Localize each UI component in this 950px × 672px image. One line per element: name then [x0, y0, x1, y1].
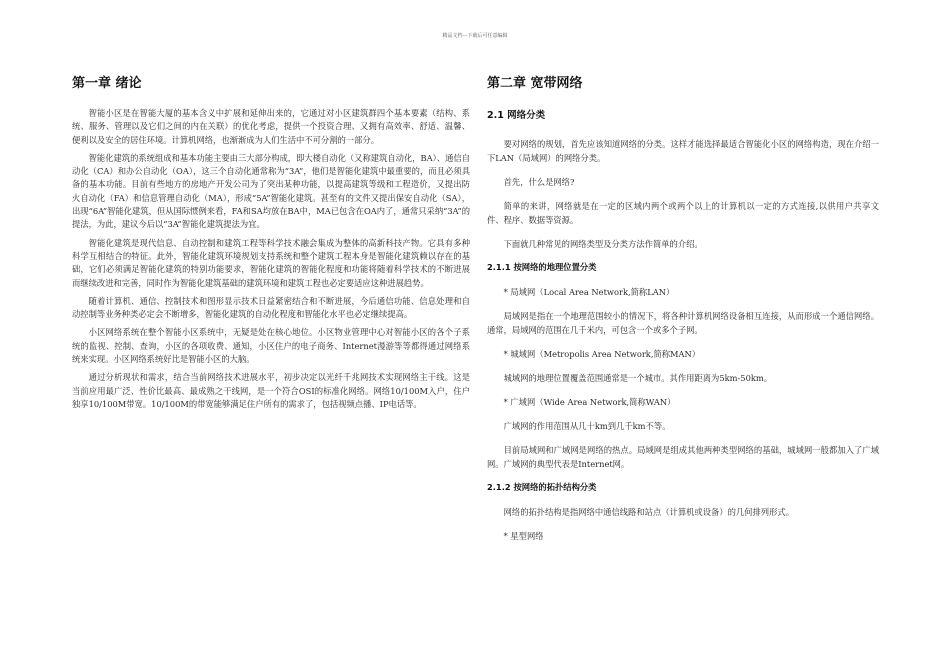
paragraph: 首先，什么是网络? — [503, 177, 575, 187]
paragraph: 简单的来讲，网络就是在一定的区域内两个或两个以上的计算机以一定的方式连接,以供用户共享文件、程序、数据等资源。 — [487, 201, 879, 225]
paragraph: 小区网络系统在整个智能小区系统中，无疑是处在核心地位。小区物业管理中心对智能小区的各个子系统的监视、控制、查询，小区的各项收费、通知，小区住户的电子商务、Internet漫游等等都得通过网络系统来实现。小区网络系统好比是智能小区的大脑。 — [72, 327, 470, 365]
right-column — [487, 72, 879, 553]
section-2-1-heading: 2.1 网络分类 — [487, 110, 546, 121]
wan-bullet: * 广域网（Wide Area Network,简称WAN） — [503, 397, 676, 407]
lan-description: 局域网是指在一个地理范围较小的情况下，将各种计算机网络设备相互连接，从而形成一个通信网络。通常，局域网的范围在几千米内，可包含一个或多个子网。 — [487, 311, 879, 335]
section-2-1-1-heading: 2.1.1 按网络的地理位置分类 — [487, 262, 597, 272]
man-bullet: * 城域网（Metropolis Area Network,简称MAN） — [503, 349, 701, 359]
paragraph: 智能化建筑的系统组成和基本功能主要由三大部分构成，即大楼自动化（又称建筑自动化，BA）、通信自动化（CA）和办公自动化（OA），这三个自动化通常称为“3A”，他们是智能化建筑中最重要的，而且必须具备的基本功能。目前有些地方的房地产开发公司为了突出某种功能，以提高建筑等级和工程造价，又提出防火自动化（FA）和信息管理自动化（MA），形成“5A”智能化建筑。甚至有的文件又提出保安自动化（SA），出现“6A”智能化建筑，但从国际惯例来看，FA和SA均放在BA中，MA已包含在OA内了，通常只采纳“3A”的提法，为此，建议今后以“3A”智能化建筑提法为宜。 — [72, 152, 470, 230]
paragraph: 要对网络的规划，首先应该知道网络的分类。这样才能选择最适合智能化小区的网络构造，现在介绍一下LAN（局域网）的网络分类。 — [487, 139, 879, 163]
left-column — [72, 72, 470, 416]
lan-bullet: * 局域网（Local Area Network,简称LAN） — [503, 287, 675, 297]
man-description: 城域网的地理位置覆盖范围通常是一个城市。其作用距离为5km-50km。 — [503, 373, 773, 383]
section-2-1-2-heading: 2.1.2 按网络的拓扑结构分类 — [487, 482, 597, 492]
paragraph: 智能化建筑是现代信息、自动控制和建筑工程等科学技术融会集成为整体的高新科技产物。它具有多种科学互相结合的特征。此外，智能化建筑环境规划支持系统和整个建筑工程本身是智能化建筑赖以存在的基础，它们必须满足智能化建筑的特别功能要求，智能化建筑的智能化程度和功能将随着科学技术的不断进展而继续改进和完善，同时作为智能化建筑基础的建筑环境和建筑工程也必定要适应这种进展趋势。 — [72, 237, 470, 288]
paragraph: 通过分析现状和需求，结合当前网络技术进展水平，初步决定以光纤千兆网技术实现网络主干线。这是当前应用最广泛、性价比最高、最成熟之干线网，是一个符合OSI的标准化网络。网络10/100M入户，住户独享10/100M带宽。10/100M的带宽能够满足住户所有的需求了，包括视频点播、IP电话等。 — [72, 372, 470, 409]
paragraph: 随着计算机、通信、控制技术和图形显示技术日益紧密结合和不断进展，今后通信功能、信息处理和自动控制等业务种类必定会不断增多，智能化建筑的自动化程度和智能化水平也必定继续提高。 — [72, 295, 470, 320]
wan-description: 广域网的作用范围从几十km到几千km不等。 — [503, 421, 671, 431]
topology-description: 网络的拓扑结构是指网络中通信线路和站点（计算机或设备）的几何排列形式。 — [503, 507, 794, 517]
chapter-2-title: 第二章 宽带网络 — [487, 76, 583, 91]
network-summary: 目前局域网和广域网是网络的热点。局域网是组成其他两种类型网络的基础，城域网一般都加入了广域网。广域网的典型代表是Internet网。 — [487, 445, 879, 469]
star-network-bullet: * 星型网络 — [503, 531, 544, 541]
chapter-1-title: 第一章 绪论 — [72, 76, 142, 91]
paragraph: 下面就几种常见的网络类型及分类方法作简单的介绍。 — [503, 239, 703, 249]
paragraph: 智能小区是在智能大厦的基本含义中扩展和延伸出来的，它通过对小区建筑群四个基本要素（结构、系统、服务、管理以及它们之间的内在关联）的优化考虑，提供一个投资合理、又拥有高效率、舒适、温馨、便利以及安全的居住环境。计算机网络，也渐渐成为人们生活中不可分割的一部分。 — [72, 108, 470, 145]
header-watermark: 精品文档---下载后可任意编辑 — [442, 33, 508, 39]
